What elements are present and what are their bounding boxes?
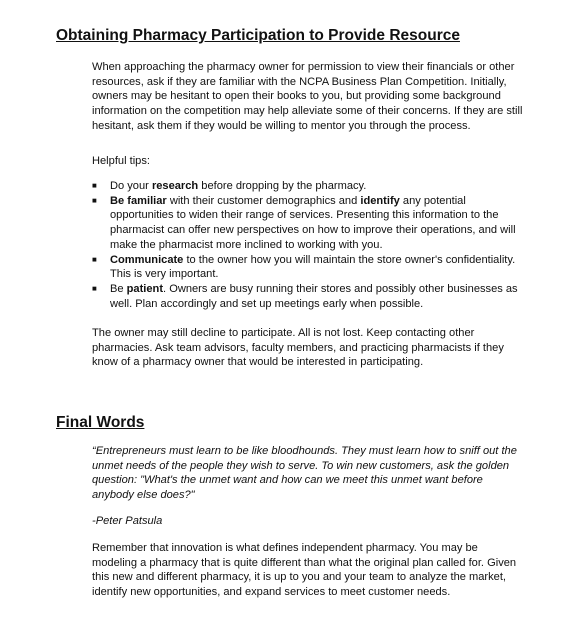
list-item: ■ Communicate to the owner how you will maintain the store owner's confidentiality. This is very important. xyxy=(92,253,516,281)
helpful-tips-label: Helpful tips: xyxy=(92,155,150,167)
intro-paragraph: When approaching the pharmacy owner for permission to view their financials or other resources, ask if they are familiar with the NCPA Business Plan Competition. Initially, owners may be hesitant to open their books to you, but providing some background information on the competition may help alleviate some of their concerns. If they are still hesitant, ask them if they would be willing to mentor you through the process. xyxy=(92,61,523,132)
quote-author: -Peter Patsula xyxy=(92,515,163,527)
quote-text: “Entrepreneurs must learn to be like bloodhounds. They must learn how to sniff out the unmet needs of the people they wish to serve. To win new customers, ask the golden question: "What's the unmet want and how can we meet this unmet want before anybody else does?" xyxy=(92,445,517,502)
square-bullet-icon: ■ xyxy=(92,181,97,190)
square-bullet-icon: ■ xyxy=(92,195,97,205)
helpful-tips-list xyxy=(92,179,524,311)
final-paragraph: Remember that innovation is what defines independent pharmacy. You may be modeling a pharmacy that is quite different than what the original plan called for. Given this new and different pharmacy, it is up to you and your team to analyze the market, identify new opportunities, and expand services to meet customer needs. xyxy=(92,542,517,599)
list-item: ■ Be patient. Owners are busy running their stores and possibly other businesses as well. Plan accordingly and set up meetings early when possible. xyxy=(92,282,518,310)
square-bullet-icon: ■ xyxy=(92,254,97,264)
square-bullet-icon: ■ xyxy=(92,283,97,293)
section-heading-pharmacy-participation: Obtaining Pharmacy Participation to Provide Resource xyxy=(56,27,460,44)
list-item: ■ Be familiar with their customer demographics and identify any potential opportunities to widen their range of services. Presenting this information to the pharmacist can offer new perspectives on how to improve their operations, and will make the pharmacist more inclined to working with you. xyxy=(92,194,516,251)
list-item: ■ Do your research before dropping by the pharmacy. xyxy=(92,180,367,192)
closing-paragraph: The owner may still decline to participate. All is not lost. Keep contacting other pharmacies. Ask team advisors, faculty members, and practicing pharmacists if they know of a pharmacy owner that would be interested in participating. xyxy=(92,327,504,369)
section-heading-final-words: Final Words xyxy=(56,414,145,431)
